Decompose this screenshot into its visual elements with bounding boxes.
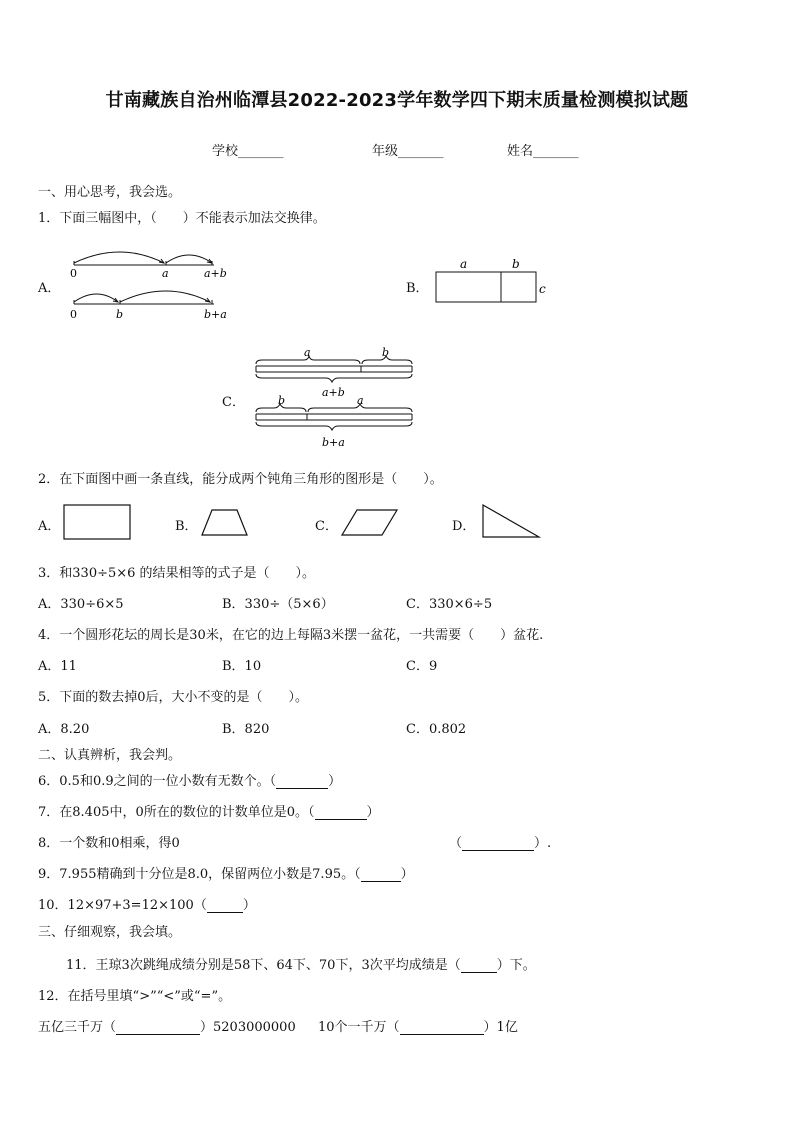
question-12-text: 12．在括号里填“>”“<”或“=”。 <box>38 989 232 1004</box>
fig-a-b: b <box>116 308 124 321</box>
q11-close: ）下。 <box>496 958 536 973</box>
grade-field[interactable]: 年级_______ <box>372 144 444 159</box>
q11-answer-blank[interactable] <box>461 958 497 973</box>
q6-answer-blank[interactable] <box>276 774 328 789</box>
q2-option-b-label[interactable]: B． <box>175 519 198 534</box>
q5-option-c[interactable]: C．0.802 <box>406 722 467 737</box>
q12-right-2: ）1亿 <box>483 1020 518 1035</box>
q12-left-1: 五亿三千万（ <box>38 1020 117 1035</box>
question-5-text: 5．下面的数去掉0后，大小不变的是（ ）。 <box>38 690 309 705</box>
q5-option-b[interactable]: B．820 <box>222 722 270 737</box>
question-2-text: 2．在下面图中画一条直线，能分成两个钝角三角形的图形是（ ）。 <box>38 472 443 487</box>
q12-compare-2 <box>318 1016 518 1035</box>
q3-option-c[interactable]: C．330×6÷5 <box>406 597 493 612</box>
question-7 <box>38 801 380 820</box>
name-field[interactable]: 姓名_______ <box>507 144 579 159</box>
fig-a-a: a <box>162 267 169 280</box>
question-1-text: 1．下面三幅图中，（ ）不能表示加法交换律。 <box>38 211 326 226</box>
fig-c-a-top: a <box>304 346 311 359</box>
section-1-heading: 一、用心思考，我会选。 <box>38 185 182 200</box>
fig-b-a: a <box>460 257 468 271</box>
q12-answer-blank-1[interactable] <box>116 1020 200 1035</box>
question-11 <box>66 954 536 973</box>
question-10 <box>38 894 256 913</box>
q2-option-d-label[interactable]: D． <box>452 519 476 534</box>
q4-option-a[interactable]: A．11 <box>38 659 77 674</box>
q5-option-a[interactable]: A．8.20 <box>38 722 90 737</box>
q4-option-b[interactable]: B．10 <box>222 659 262 674</box>
q8-close: ）. <box>534 836 552 851</box>
fig-a-bpa: b+a <box>204 308 227 321</box>
fig-b-b: b <box>512 257 520 271</box>
question-6-text: 6．0.5和0.9之间的一位小数有无数个。（ <box>38 774 277 789</box>
fig-c-b-bottom: b <box>278 394 286 407</box>
q1-figure-a <box>60 243 240 323</box>
question-6 <box>38 770 341 789</box>
q8-answer-blank[interactable] <box>462 836 534 851</box>
q2-rectangle-shape <box>62 503 134 541</box>
fig-c-a-bottom: a <box>357 394 364 407</box>
q1-option-a-label[interactable]: A． <box>38 281 61 296</box>
q2-trapezoid-shape <box>200 508 250 538</box>
q12-compare-1 <box>38 1016 296 1035</box>
q9-answer-blank[interactable] <box>361 867 401 882</box>
fig-a-zero-bottom: 0 <box>70 308 77 321</box>
q2-right-triangle-shape <box>480 503 542 539</box>
q9-close: ） <box>400 867 414 882</box>
q7-answer-blank[interactable] <box>315 805 367 820</box>
q12-answer-blank-2[interactable] <box>400 1020 484 1035</box>
question-8-answer <box>449 832 551 851</box>
question-9 <box>38 863 414 882</box>
q6-close: ） <box>328 774 342 789</box>
question-7-text: 7．在8.405中，0所在的数位的计数单位是0。（ <box>38 805 315 820</box>
fig-c-apb: a+b <box>322 386 345 399</box>
q1-option-c-label[interactable]: C． <box>222 395 245 410</box>
question-9-text: 9．7.955精确到十分位是8.0，保留两位小数是7.95。（ <box>38 867 361 882</box>
q12-left-2: 10个一千万（ <box>318 1020 400 1035</box>
q1-figure-b <box>430 255 560 310</box>
q3-option-a[interactable]: A．330÷6×5 <box>38 597 124 612</box>
school-field[interactable]: 学校_______ <box>212 144 284 159</box>
q12-right-1: ）5203000000 <box>200 1020 296 1035</box>
q1-figure-c <box>250 340 420 452</box>
fig-a-zero-top: 0 <box>70 267 77 280</box>
q8-open: （ <box>449 836 463 851</box>
page-title: 甘南藏族自治州临潭县2022-2023学年数学四下期末质量检测模拟试题 <box>105 90 689 111</box>
question-10-text: 10．12×97+3=12×100（ <box>38 898 207 913</box>
fig-c-bpa: b+a <box>322 436 345 449</box>
q1-option-b-label[interactable]: B． <box>406 281 429 296</box>
q2-option-c-label[interactable]: C． <box>315 519 338 534</box>
q10-answer-blank[interactable] <box>207 898 243 913</box>
q3-option-b[interactable]: B．330÷（5×6） <box>222 597 334 612</box>
question-4-text: 4．一个圆形花坛的周长是30米，在它的边上每隔3米摆一盆花，一共需要（ ）盆花. <box>38 628 544 643</box>
fig-b-c: c <box>539 282 546 296</box>
q4-option-c[interactable]: C．9 <box>406 659 438 674</box>
q2-parallelogram-shape <box>340 508 400 538</box>
q7-close: ） <box>366 805 380 820</box>
q10-close: ） <box>242 898 256 913</box>
q2-option-a-label[interactable]: A． <box>38 519 61 534</box>
fig-c-b-top: b <box>382 346 390 359</box>
fig-a-apb: a+b <box>204 267 227 280</box>
section-3-heading: 三、仔细观察，我会填。 <box>38 925 182 940</box>
question-3-text: 3．和330÷5×6 的结果相等的式子是（ ）。 <box>38 566 316 581</box>
question-11-text: 11．王琼3次跳绳成绩分别是58下、64下、70下，3次平均成绩是（ <box>66 958 461 973</box>
question-8-text: 8．一个数和0相乘，得0 <box>38 836 180 851</box>
section-2-heading: 二、认真辨析，我会判。 <box>38 748 182 763</box>
